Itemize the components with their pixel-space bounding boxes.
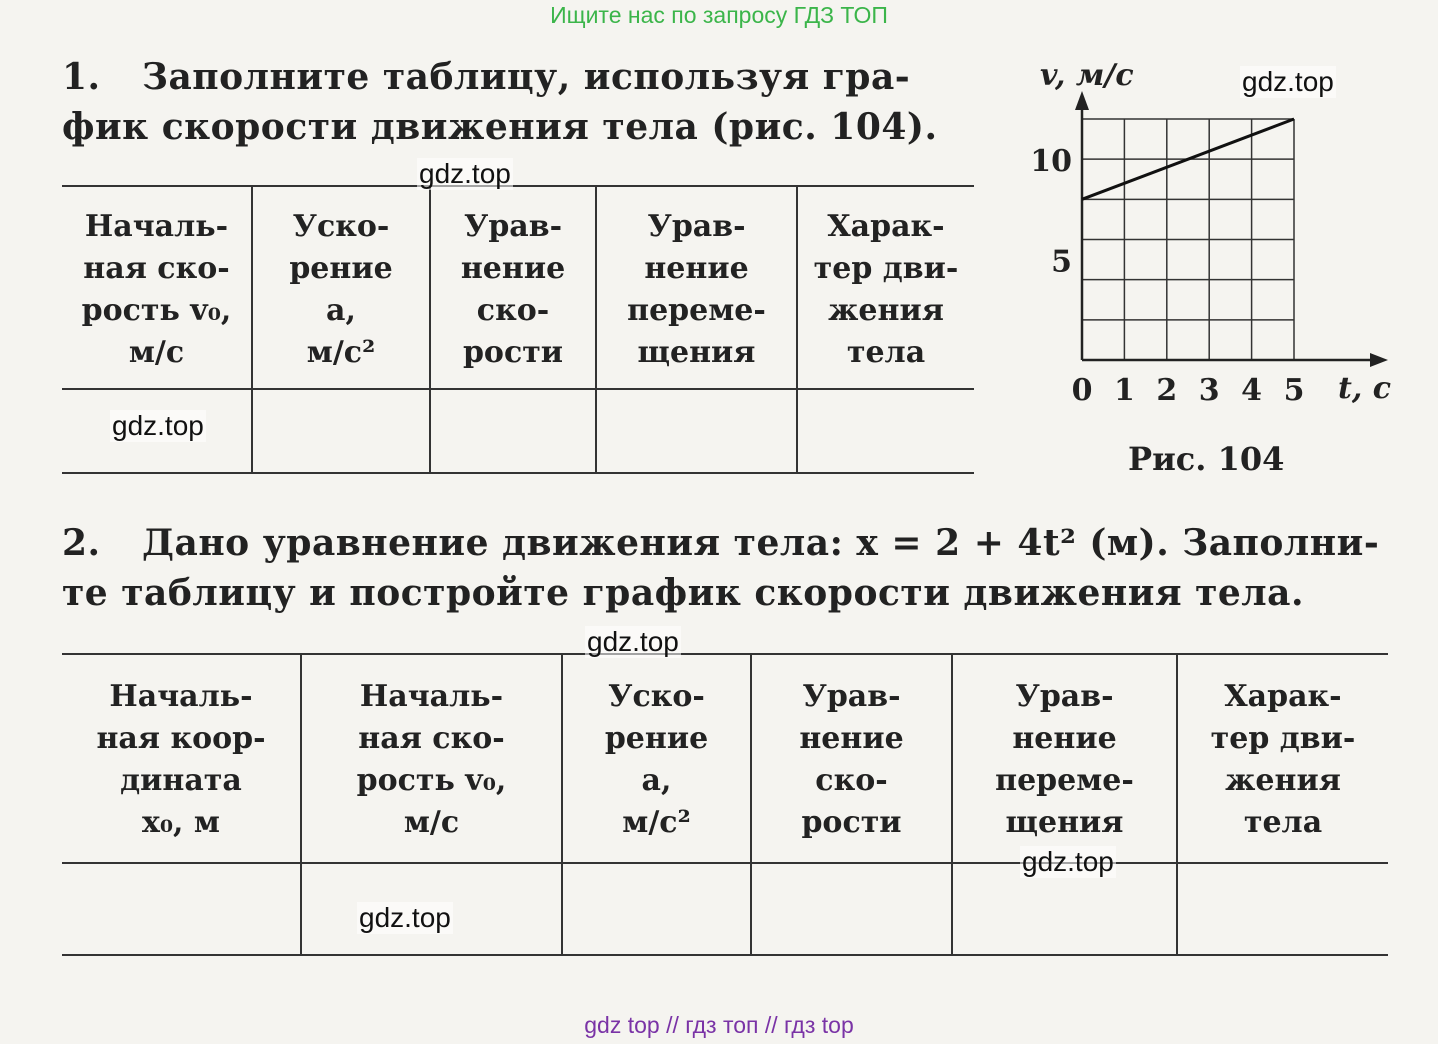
top-banner: Ищите нас по запросу ГДЗ ТОП: [550, 2, 888, 28]
y-tick-label: 5: [1051, 244, 1072, 280]
chart-axes: [1075, 91, 1388, 367]
task2-line2: те таблицу и постройте график скорости движения тела.: [62, 572, 1305, 614]
footer-links: gdz top // гдз топ // гдз top: [584, 1012, 854, 1038]
table2-header-displacement-equation: Урав- нение переме- щения: [995, 679, 1134, 840]
chart-y-label: v, м/с: [1040, 58, 1134, 93]
velocity-time-chart: [1010, 55, 1410, 415]
watermark: gdz.top: [419, 158, 511, 189]
table2-bottom-line: [62, 954, 1388, 956]
x-tick-label: 3: [1198, 373, 1220, 408]
task2-line1-text: Дано уравнение движения тела: x = 2 + 4t² (м). Заполни-: [142, 522, 1380, 564]
table2-header-initial-velocity: Началь- ная ско- рость v₀, м/с: [356, 679, 507, 840]
task2-line1: [62, 518, 1379, 568]
table1-bottom-line: [62, 472, 974, 474]
table1-header-initial-velocity: Началь- ная ско- рость v₀, м/с: [81, 209, 232, 370]
task1-number: 1.: [62, 56, 101, 98]
table1-top-line: [62, 185, 974, 187]
table2-header-initial-coordinate: Началь- ная коор- дината x₀, м: [96, 679, 266, 840]
x-tick-label: 2: [1156, 373, 1178, 408]
x-tick-label: 5: [1283, 373, 1305, 408]
watermark: gdz.top: [359, 902, 451, 933]
table1-header-motion-type: Харак- тер дви- жения тела: [813, 209, 959, 370]
y-axis-arrow: [1075, 91, 1089, 110]
figure-caption: Рис. 104: [1128, 440, 1285, 478]
task1-line1: [62, 52, 910, 102]
x-tick-label: 4: [1241, 373, 1263, 408]
table2-header-line: [62, 862, 1388, 864]
table2-header-motion-type: Харак- тер дви- жения тела: [1210, 679, 1356, 840]
x-tick-label: 1: [1113, 373, 1135, 408]
table2-top-line: [62, 653, 1388, 655]
watermark: gdz.top: [112, 410, 204, 441]
watermark: gdz.top: [1242, 66, 1334, 97]
table1-header-displacement-equation: Урав- нение переме- щения: [627, 209, 766, 370]
watermark: gdz.top: [587, 626, 679, 657]
table2-header-acceleration: Уско- рение a, м/с²: [604, 679, 709, 840]
task1-line1-text: Заполните таблицу, используя гра-: [142, 56, 911, 98]
x-tick-label: 0: [1071, 373, 1093, 408]
table1-header-velocity-equation: Урав- нение ско- рости: [460, 209, 566, 370]
task2-number: 2.: [62, 522, 101, 564]
chart-x-label: t, с: [1338, 371, 1392, 406]
watermark: gdz.top: [1022, 846, 1114, 877]
task1-line2: фик скорости движения тела (рис. 104).: [62, 106, 938, 148]
x-axis-arrow: [1370, 353, 1388, 367]
chart-grid: [1082, 119, 1294, 360]
table1-header-acceleration: Уско- рение a, м/с²: [289, 209, 393, 370]
y-tick-label: 10: [1030, 144, 1072, 180]
table1-header-line: [62, 388, 974, 390]
table2-header-velocity-equation: Урав- нение ско- рости: [799, 679, 904, 840]
